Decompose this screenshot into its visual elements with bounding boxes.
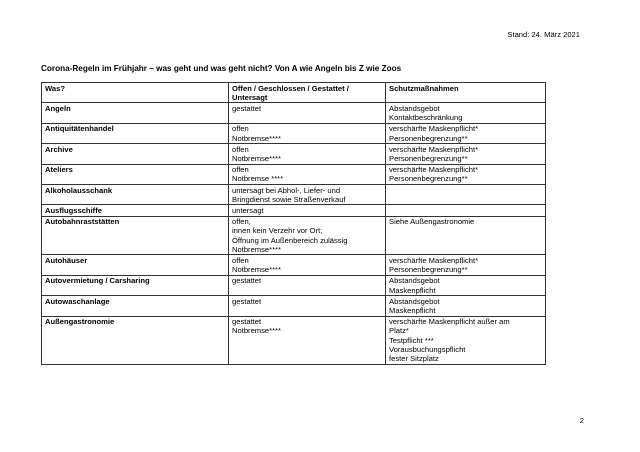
date-stamp: Stand: 24. März 2021: [507, 30, 580, 39]
measures-line: Personenbegrenzung**: [389, 174, 468, 184]
row-name-cell: Ateliers: [42, 164, 229, 184]
measures-line: Personenbegrenzung**: [389, 265, 468, 275]
table-row: [42, 123, 546, 143]
table-row: [42, 205, 546, 216]
row-measures-cell: [386, 164, 546, 184]
status-line: gestattet: [232, 296, 262, 306]
table-row: [42, 185, 546, 205]
status-line: Notbremse ****: [232, 174, 284, 184]
status-line: innen kein Verzehr vor Ort;: [232, 226, 323, 236]
status-line: offen,: [232, 217, 251, 227]
status-line: untersagt bei Abhol-, Liefer- und: [232, 185, 341, 195]
measures-line: verschärfte Maskenpflicht*: [389, 124, 479, 134]
measures-line: Personenbegrenzung**: [389, 133, 468, 143]
row-name-cell: Autohäuser: [42, 255, 229, 275]
measures-line: verschärfte Maskenpflicht*: [389, 255, 479, 265]
row-measures-cell: [386, 185, 546, 205]
status-line: Notbremse****: [232, 265, 281, 275]
table-row: [42, 144, 546, 164]
row-status-cell: [229, 255, 386, 275]
column-header-what: Was?: [42, 83, 229, 103]
row-name-cell: Archive: [42, 144, 229, 164]
measures-line: Testpflicht ***: [389, 335, 434, 345]
status-line: offen: [232, 165, 249, 175]
column-header-status: Offen / Geschlossen / Gestattet / Untersagt: [229, 83, 386, 103]
status-line: offen: [232, 255, 249, 265]
table-header-row: [42, 83, 546, 103]
row-status-cell: [229, 144, 386, 164]
rules-table: [41, 82, 546, 365]
row-status-cell: [229, 316, 386, 364]
measures-line: Abstandsgebot: [389, 103, 440, 113]
status-line: offen: [232, 144, 249, 154]
row-name-cell: Antiquitätenhandel: [42, 123, 229, 143]
measures-line: Abstandsgebot: [389, 276, 440, 286]
status-line: Bringdienst sowie Straßenverkauf: [232, 194, 346, 204]
table-row: [42, 255, 546, 275]
row-measures-cell: [386, 255, 546, 275]
measures-line: verschärfte Maskenpflicht*: [389, 144, 479, 154]
measures-line: verschärfte Maskenpflicht*: [389, 165, 479, 175]
row-status-cell: [229, 103, 386, 123]
row-status-cell: [229, 185, 386, 205]
row-name-cell: Autobahnraststätten: [42, 216, 229, 255]
table-row: [42, 275, 546, 295]
status-line: gestattet: [232, 103, 262, 113]
status-line: Notbremse****: [232, 133, 281, 143]
table-row: [42, 103, 546, 123]
table-row: [42, 296, 546, 316]
row-measures-cell: [386, 205, 546, 216]
row-status-cell: [229, 216, 386, 255]
status-line: gestattet: [232, 317, 262, 327]
measures-line: fester Sitzplatz: [389, 353, 439, 363]
row-name-cell: Angeln: [42, 103, 229, 123]
row-name-cell: Autovermietung / Carsharing: [42, 275, 229, 295]
table-body: [42, 103, 546, 364]
row-measures-cell: [386, 275, 546, 295]
measures-line: Siehe Außengastronomie: [389, 217, 475, 227]
row-status-cell: [229, 296, 386, 316]
row-status-cell: [229, 123, 386, 143]
row-status-cell: [229, 164, 386, 184]
row-measures-cell: [386, 123, 546, 143]
measures-line: Vorausbuchungspflicht: [389, 344, 466, 354]
row-status-cell: [229, 205, 386, 216]
status-line: untersagt: [232, 205, 264, 215]
status-line: offen: [232, 124, 249, 134]
status-line: Notbremse****: [232, 326, 281, 336]
row-measures-cell: [386, 216, 546, 255]
page-number: 2: [579, 416, 584, 425]
status-line: Notbremse****: [232, 153, 281, 163]
measures-line: Abstandsgebot: [389, 296, 440, 306]
measures-line: verschärfte Maskenpflicht außer am: [389, 317, 510, 327]
measures-line: Platz*: [389, 326, 409, 336]
measures-line: Maskenpflicht: [389, 285, 436, 295]
status-line: Notbremse****: [232, 244, 281, 254]
row-name-cell: Außengastronomie: [42, 316, 229, 364]
table-row: [42, 316, 546, 364]
row-measures-cell: [386, 316, 546, 364]
status-line: gestattet: [232, 276, 262, 286]
row-measures-cell: [386, 103, 546, 123]
measures-line: Maskenpflicht: [389, 305, 436, 315]
row-name-cell: Alkoholausschank: [42, 185, 229, 205]
row-measures-cell: [386, 296, 546, 316]
table-row: [42, 216, 546, 255]
row-status-cell: [229, 275, 386, 295]
measures-line: Kontaktbeschränkung: [389, 113, 463, 123]
document-title: Corona-Regeln im Frühjahr – was geht und was geht nicht? Von A wie Angeln bis Z wie Zoos: [41, 64, 402, 73]
status-line: Öffnung im Außenbereich zulässig: [232, 235, 348, 245]
row-name-cell: Ausflugsschiffe: [42, 205, 229, 216]
column-header-measures: Schutzmaßnahmen: [386, 83, 546, 103]
measures-line: Personenbegrenzung**: [389, 153, 468, 163]
table-row: [42, 164, 546, 184]
row-name-cell: Autowaschanlage: [42, 296, 229, 316]
row-measures-cell: [386, 144, 546, 164]
